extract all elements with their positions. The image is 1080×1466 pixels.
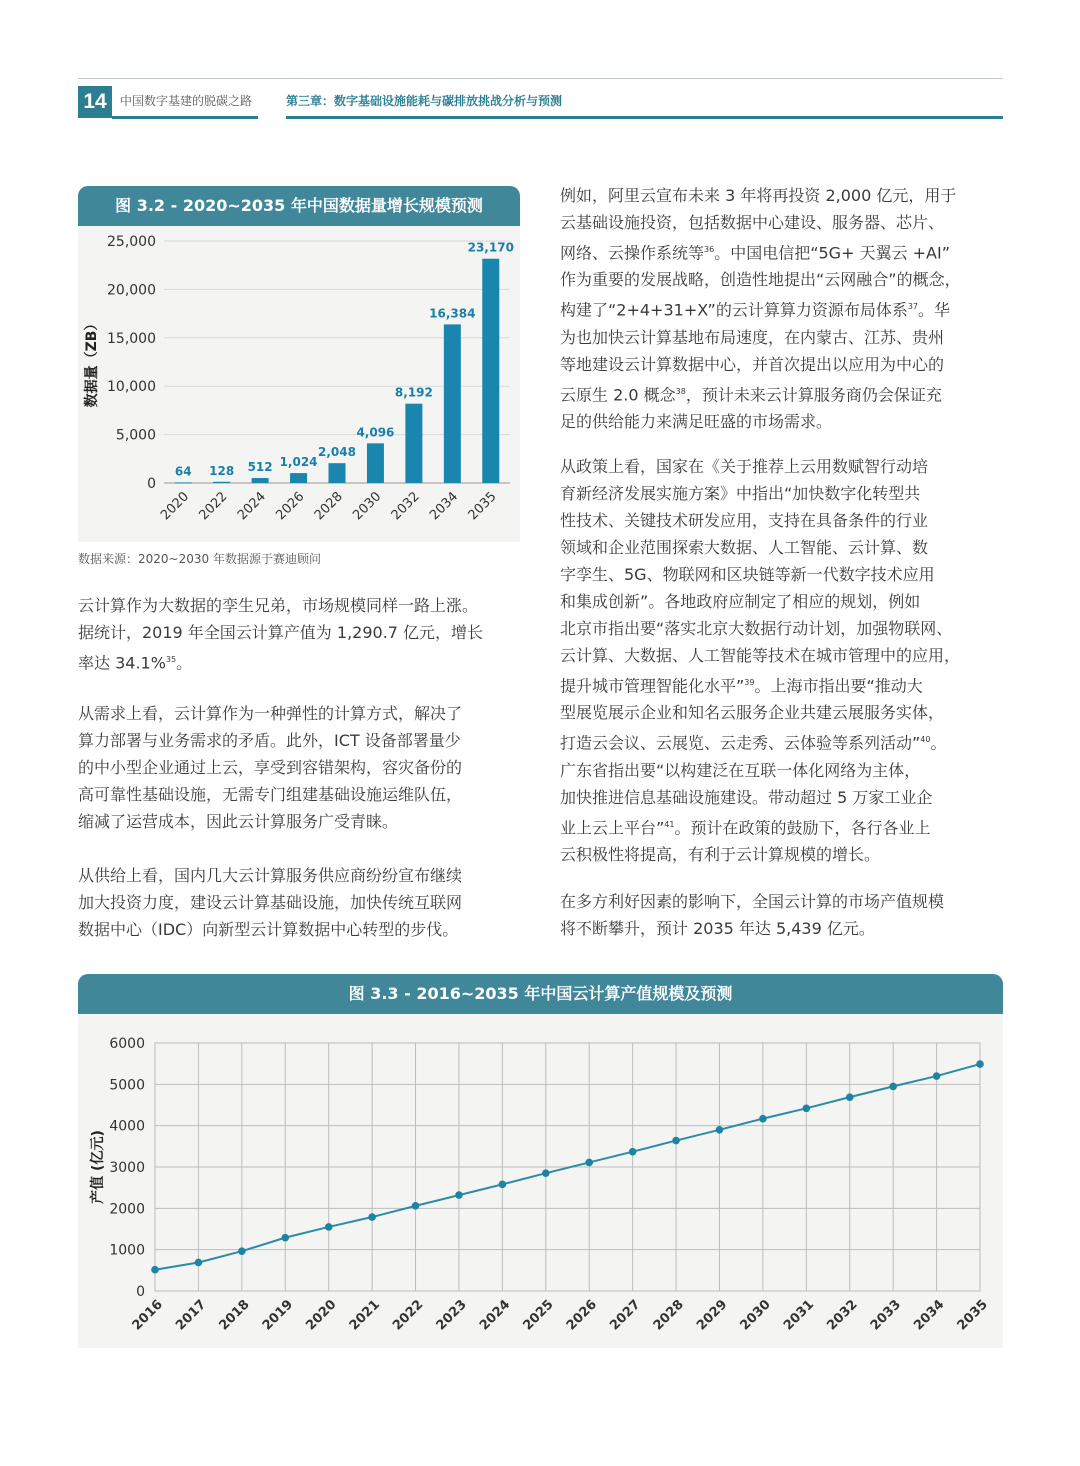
data-label: 23,170 [467, 240, 514, 255]
left-paragraph-3: 从供给上看，国内几大云计算服务供应商纷纷宣布继续 加大投资力度，建设云计算基础设施，加快传统互联网 数据中心（IDC）向新型云计算数据中心转型的步伐。 [78, 866, 463, 939]
figure-3-3-title: 图 3.3 - 2016~2035 年中国云计算产值规模及预测 [78, 974, 1003, 1014]
data-point [368, 1213, 376, 1221]
data-point [629, 1148, 637, 1156]
y-tick-label: 0 [136, 1284, 145, 1300]
data-point [412, 1202, 420, 1210]
bar [290, 473, 307, 483]
y-tick-label: 20,000 [107, 282, 156, 299]
data-label: 128 [209, 463, 235, 478]
y-tick-label: 5,000 [115, 427, 156, 444]
y-tick-label: 5000 [109, 1077, 145, 1094]
x-tick-label: 2022 [196, 489, 231, 524]
figure-3-3-body [78, 1014, 1003, 1348]
data-label: 8,192 [394, 385, 433, 400]
right-paragraph-2: 从政策上看，国家在《关于推荐上云用数赋智行动培 育新经济发展实施方案》中指出“加快数字化转型共 性技术、关键技术研发应用，支持在具备条件的行业 领域和企业范围探索大数据、人工智能、云计算、数 字孪生、5G、物联网和区块链等新一代数字技术应用 和集成创新”。各地政府应制定了相应的规划，例如 北京市指出要“落实北京大数据行动计划，加强物联网、 云计算、大数据、人工智能等技术在城市管理中的应用， 提升城市管理智能化水平”$^{39}$。上海市指出要“推动大 型展览展示企业和知名云服务企业共建云展服务实体， 打造云会议、云展览、云走秀、云体验等系列活动”$^{40}$。 广东省指出要“以构建泛在互联一体化网络为主体， 加快推进信息基础设施建设。带动超过 5 万家工业企 业上云上平台”$^{41}$。预计在政策的鼓励下，各行各业上 云积极性将提高，有利于云计算规模的增长。 [560, 457, 961, 864]
x-tick-label: 2027 [607, 1297, 644, 1334]
bar [329, 463, 346, 483]
data-point [238, 1247, 246, 1255]
footnote-ref: 40 [920, 735, 931, 745]
data-point [976, 1060, 984, 1068]
x-tick-label: 2035 [465, 489, 500, 524]
x-tick-label: 2024 [477, 1297, 514, 1334]
x-tick-label: 2034 [911, 1297, 948, 1334]
x-tick-label: 2017 [173, 1297, 210, 1334]
data-point [499, 1181, 507, 1189]
data-point [716, 1126, 724, 1134]
figure-3-2-title: 图 3.2 - 2020~2035 年中国数据量增长规模预测 [78, 186, 520, 226]
chapter-title: 第三章：数字基础设施能耗与碳排放挑战分析与预测 [286, 94, 563, 108]
x-tick-label: 2023 [433, 1297, 470, 1334]
data-point [846, 1093, 854, 1101]
x-tick-label: 2020 [158, 489, 193, 524]
x-tick-label: 2030 [737, 1297, 774, 1334]
bar [367, 443, 384, 483]
y-tick-label: 15,000 [107, 330, 156, 347]
x-tick-label: 2024 [234, 489, 269, 524]
header-rule [78, 78, 1003, 79]
data-point [281, 1234, 289, 1242]
bar [175, 482, 192, 483]
y-tick-label: 2000 [109, 1201, 145, 1218]
data-label: 2,048 [318, 445, 356, 460]
footnote-ref: 41 [664, 819, 675, 829]
data-label: 4,096 [356, 425, 395, 440]
data-point [933, 1072, 941, 1080]
bar [444, 324, 461, 483]
x-tick-label: 2016 [129, 1297, 166, 1334]
header-accent-bar [112, 116, 258, 119]
x-tick-label: 2025 [520, 1297, 557, 1334]
y-tick-label: 0 [147, 476, 156, 492]
figure-3-2-source: 数据来源：2020~2030 年数据源于赛迪顾问 [78, 552, 321, 566]
bar [405, 404, 422, 483]
data-point [151, 1266, 159, 1274]
x-tick-label: 2033 [867, 1297, 904, 1334]
y-tick-label: 6000 [109, 1036, 145, 1052]
footnote-ref: 39 [744, 678, 755, 687]
x-tick-label: 2019 [259, 1297, 297, 1334]
x-tick-label: 2031 [780, 1297, 818, 1334]
data-point [325, 1223, 333, 1231]
bar [482, 259, 499, 483]
data-point [542, 1169, 550, 1177]
book-title: 中国数字基建的脱碳之路 [120, 94, 253, 108]
left-paragraph-2: 从需求上看，云计算作为一种弹性的计算方式，解决了 算力部署与业务需求的矛盾。此外，ICT 设备部署量少 的中小型企业通过上云，享受到容错架构，容灾备份的 高可靠性基础设施，无需专门组建基础设施运维队伍， 缩减了运营成本，因此云计算服务广受青睐。 [78, 704, 463, 831]
right-paragraph-1: 例如，阿里云宣布未来 3 年将再投资 2,000 亿元，用于 云基础设施投资，包括数据中心建设、服务器、芯片、 网络、云操作系统等$^{36}$。中国电信把“5G+ 天翼云 +AI” 作为重要的发展战略，创造性地提出“云网融合”的概念， 构建了“2+4+31+X”的云计算算力资源布局体系$^{37}$。华 为也加快云计算基地布局速度，在内蒙古、江苏、贵州 等地建设云计算数据中心，并首次提出以应用为中心的 云原生 2.0 概念$^{38}$，预计未来云计算服务商仍会保证充 足的供给能力来满足旺盛的市场需求。 [560, 186, 961, 431]
x-tick-label: 2034 [427, 489, 462, 524]
data-point [672, 1137, 680, 1145]
data-point [803, 1105, 811, 1113]
y-tick-label: 25,000 [107, 234, 156, 250]
x-tick-label: 2035 [954, 1297, 991, 1334]
y-tick-label: 4000 [109, 1118, 145, 1135]
x-tick-label: 2028 [311, 489, 346, 524]
y-tick-label: 3000 [109, 1160, 145, 1176]
footnote-ref: 37 [907, 302, 919, 312]
data-point [759, 1115, 767, 1123]
x-tick-label: 2029 [694, 1297, 731, 1334]
footnote-ref: 38 [675, 386, 686, 396]
bar-chart [78, 226, 520, 542]
x-tick-label: 2021 [346, 1297, 383, 1334]
bar [252, 478, 269, 483]
y-tick-label: 1000 [109, 1242, 145, 1259]
data-label: 1,024 [279, 455, 318, 470]
data-point [585, 1159, 593, 1167]
x-tick-label: 2018 [216, 1297, 253, 1334]
bar [213, 482, 230, 483]
footnote-ref: 36 [704, 245, 715, 254]
right-paragraph-3: 在多方利好因素的影响下，全国云计算的市场产值规模 将不断攀升，预计 2035 年达 5,439 亿元。 [560, 892, 945, 938]
x-tick-label: 2032 [824, 1297, 861, 1334]
x-tick-label: 2022 [390, 1297, 427, 1334]
y-axis-title: 产值 (亿元) [90, 1130, 106, 1204]
left-paragraph-1: 云计算作为大数据的孪生兄弟，市场规模同样一路上涨。 据统计，2019 年全国云计算产值为 1,290.7 亿元，增长 率达 34.1%$^{35}$。 [78, 596, 484, 673]
data-label: 16,384 [429, 306, 476, 321]
data-point [455, 1191, 463, 1199]
page-number: 14 [78, 86, 112, 118]
x-tick-label: 2026 [563, 1297, 601, 1334]
data-label: 64 [174, 464, 192, 479]
data-point [889, 1083, 897, 1091]
footnote-ref: 35 [165, 655, 177, 664]
header-accent-bar [286, 116, 1003, 119]
x-tick-label: 2030 [350, 489, 385, 524]
x-tick-label: 2032 [388, 489, 423, 524]
figure-3-2-body [78, 226, 520, 542]
y-tick-label: 10,000 [107, 379, 156, 396]
x-tick-label: 2020 [303, 1297, 340, 1334]
x-tick-label: 2028 [650, 1297, 687, 1334]
y-axis-title: 数据量（ZB） [84, 316, 100, 408]
x-tick-label: 2026 [273, 489, 308, 524]
line-chart [78, 1014, 1003, 1348]
data-point [195, 1259, 203, 1267]
data-label: 512 [247, 460, 273, 475]
